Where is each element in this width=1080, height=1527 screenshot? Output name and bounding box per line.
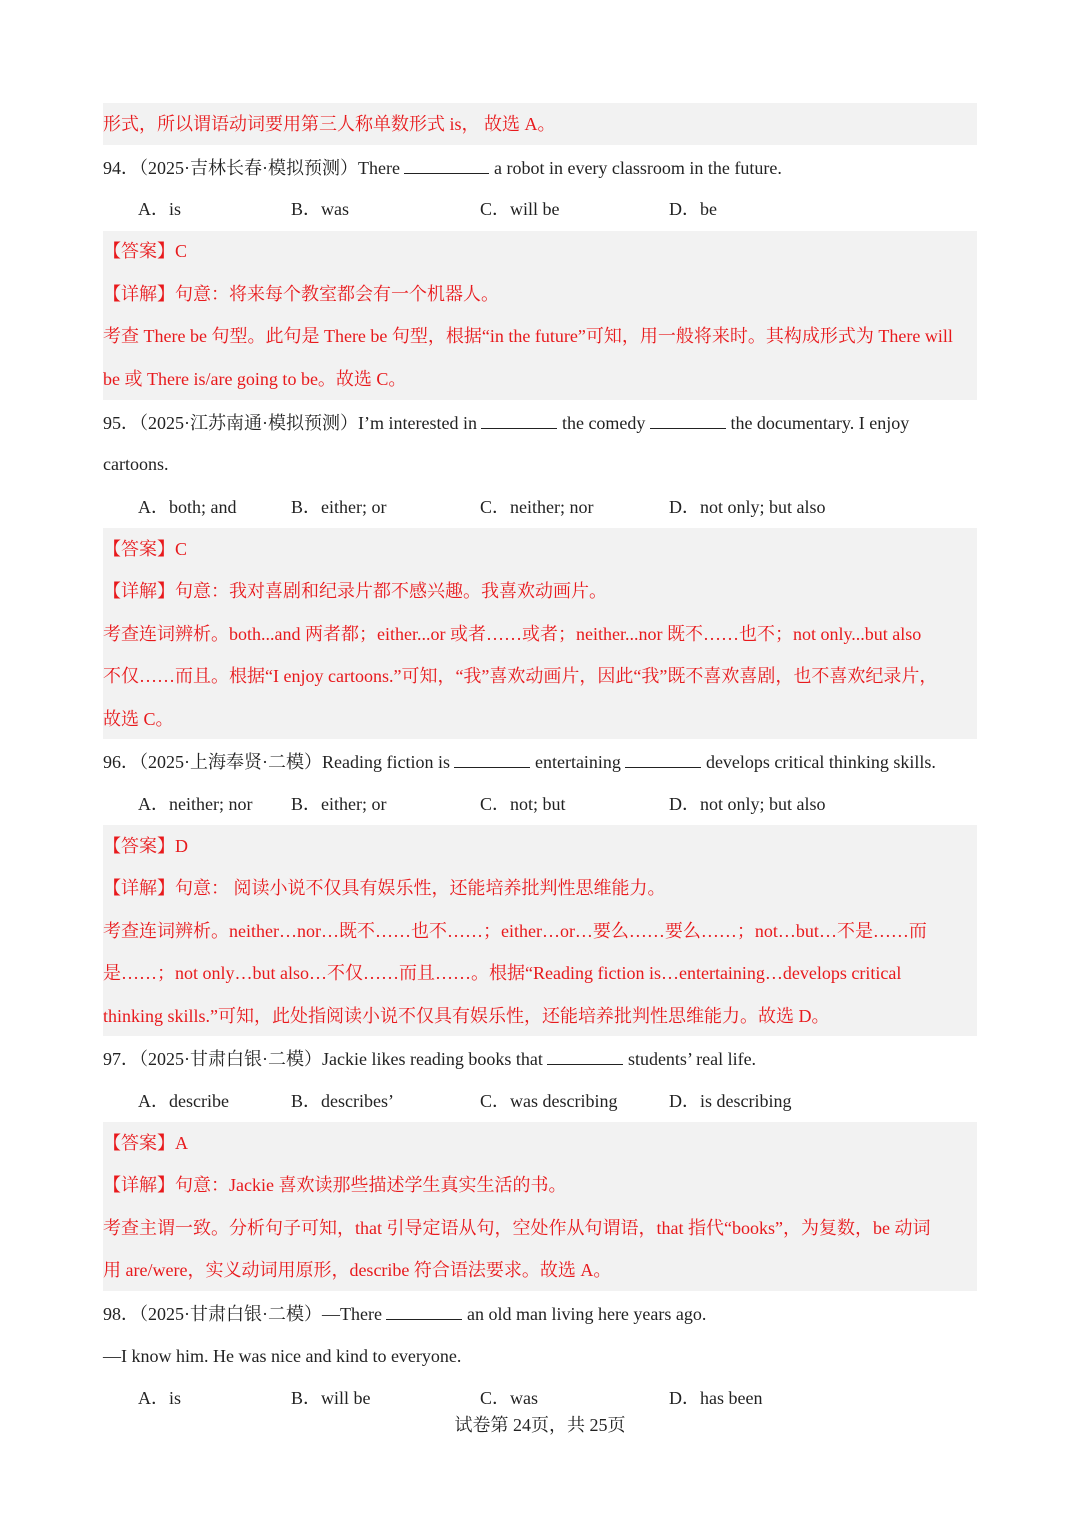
answer-blank [650,410,726,429]
option-b: B．was [291,199,349,219]
explanation-head: 【详解】句意：Jackie 喜欢读那些描述学生真实生活的书。 [103,1175,567,1195]
options-row [103,1386,977,1410]
explanation-line: 考查连词辨析。both...and 两者都；either...or 或者……或者；neither...nor 既不……也不；not only...but also [103,624,922,644]
answer-label: 【答案】C [103,539,188,559]
answer-blank [547,1046,623,1065]
options-row [103,1089,977,1113]
option-a: A．both; and [138,497,237,517]
explanation-line: 不仅……而且。根据“I enjoy cartoons.”可知，“我”喜欢动画片，因此“我”既不喜欢喜剧，也不喜欢纪录片， [103,666,938,686]
explanation-head: 【详解】句意：我对喜剧和纪录片都不感兴趣。我喜欢动画片。 [103,581,607,601]
explanation-line: thinking skills.”可知，此处指阅读小说不仅具有娱乐性，还能培养批判性思维能力。故选 D。 [103,1006,830,1026]
option-d: D．is describing [669,1091,792,1111]
stem-text: the comedy [557,413,650,433]
explanation-head: 【详解】句意： 阅读小说不仅具有娱乐性，还能培养批判性思维能力。 [103,878,666,898]
explanation-head: 【详解】句意：将来每个教室都会有一个机器人。 [103,284,499,304]
question-stem-continued: —I know him. He was nice and kind to everyone. [103,1346,462,1366]
explanation-line: 考查连词辨析。neither…nor…既不……也不……；either…or…要么……要么……；not…but…不是……而 [103,921,927,941]
option-a: A．neither; nor [138,794,253,814]
stem-text: students’ real life. [623,1049,757,1069]
question-stem [103,410,977,434]
answer-label: 【答案】A [103,1133,188,1153]
stem-text: a robot in every classroom in the future. [489,158,782,178]
option-b: B．either; or [291,794,387,814]
page-footer: 试卷第 24页，共 25页 [454,1415,626,1435]
options-row [103,792,977,816]
answer-label: 【答案】D [103,836,188,856]
answer-blank [625,749,701,768]
stem-text: 94．（2025·吉林长春·模拟预测）There [103,158,405,178]
question-stem [103,1301,977,1325]
option-d: D．has been [669,1388,763,1408]
explanation-line: 考查 There be 句型。此句是 There be 句型，根据“in the future”可知，用一般将来时。其构成形式为 There will [103,326,953,346]
option-c: C．was [480,1388,538,1408]
question-stem-continued: cartoons. [103,454,169,474]
option-d: D．be [669,199,717,219]
option-d: D．not only; but also [669,794,826,814]
option-a: A．is [138,1388,182,1408]
explanation-line: 是……；not only…but also…不仅……而且……。根据“Reading fiction is…entertaining…develops critical [103,963,902,983]
answer-blank [386,1301,462,1320]
option-b: B．describes’ [291,1091,394,1111]
option-c: C．not; but [480,794,566,814]
answer-blank [481,410,557,429]
option-d: D．not only; but also [669,497,826,517]
option-b: B．either; or [291,497,387,517]
stem-text: 96．（2025·上海奉贤·二模）Reading fiction is [103,752,455,772]
options-row [103,197,977,221]
option-c: C．was describing [480,1091,618,1111]
explanation-line: 用 are/were，实义动词用原形，describe 符合语法要求。故选 A。 [103,1260,612,1280]
question-stem [103,749,977,773]
answer-blank [404,155,489,174]
option-c: C．neither; nor [480,497,594,517]
stem-text: 95．（2025·江苏南通·模拟预测）I’m interested in [103,413,482,433]
answer-label: 【答案】C [103,241,188,261]
question-stem [103,155,977,179]
explanation-line: 故选 C。 [103,709,174,729]
explanation-line: 考查主谓一致。分析句子可知，that 引导定语从句，空处作从句谓语，that 指代“books”，为复数，be 动词 [103,1218,931,1238]
option-a: A．describe [138,1091,229,1111]
option-a: A．is [138,199,182,219]
stem-text: 98．（2025·甘肃白银·二模）—There [103,1304,387,1324]
stem-text: 97．（2025·甘肃白银·二模）Jackie likes reading books that [103,1049,548,1069]
explanation-line: 形式，所以谓语动词要用第三人称单数形式 is， 故选 A。 [103,114,556,134]
explanation-line: be 或 There is/are going to be。故选 C。 [103,369,407,389]
stem-text: develops critical thinking skills. [701,752,936,772]
question-stem [103,1046,977,1070]
stem-text: an old man living here years ago. [462,1304,707,1324]
option-c: C．will be [480,199,560,219]
stem-text: the documentary. I enjoy [725,413,910,433]
options-row [103,495,977,519]
answer-blank [454,749,530,768]
stem-text: entertaining [530,752,626,772]
option-b: B．will be [291,1388,371,1408]
